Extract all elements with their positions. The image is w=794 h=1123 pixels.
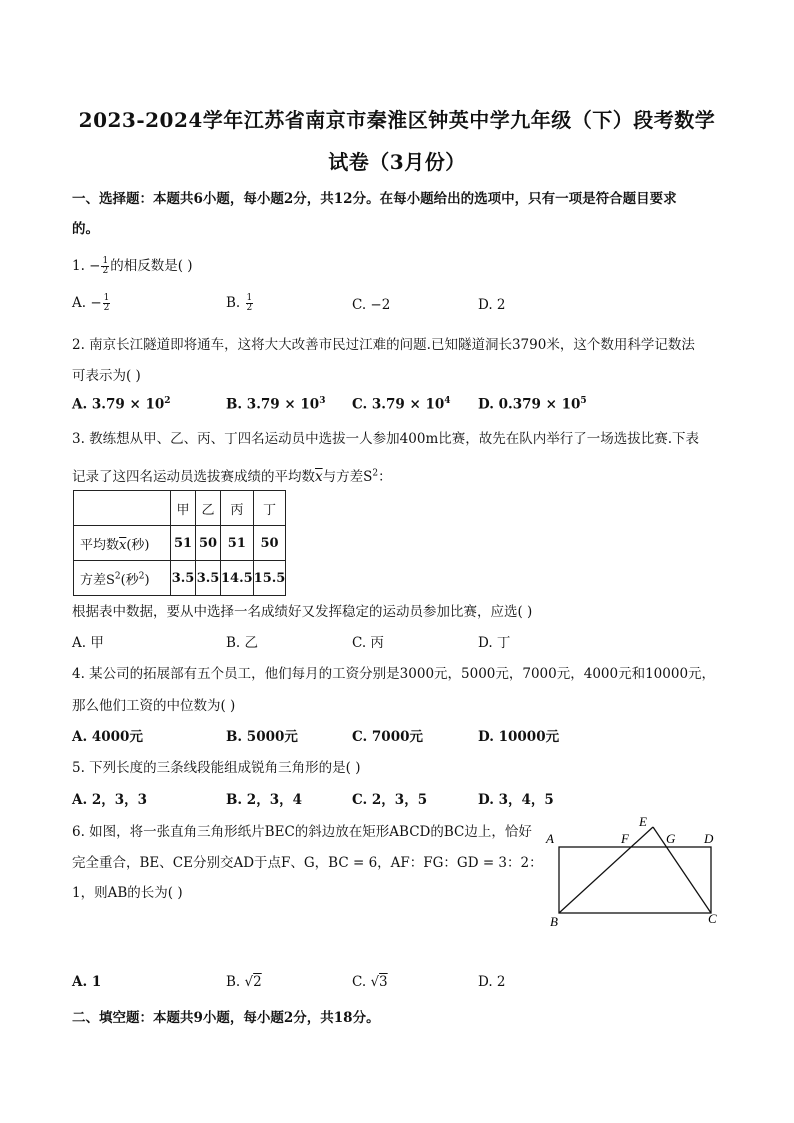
q1-option-a-num: 1	[103, 293, 110, 303]
variance-label-a: 方差S	[80, 572, 115, 588]
q4-option-b[interactable]: B. 5000元	[226, 729, 298, 745]
table-cell: 14.5	[221, 561, 254, 596]
q6-option-b-radicand: 2	[253, 974, 262, 990]
q1-option-a-den: 2	[103, 303, 110, 313]
q3-line2-exp: 2	[372, 468, 379, 479]
q6-option-c[interactable]	[352, 974, 388, 990]
table-header-bing: 丙	[221, 491, 254, 526]
q3-option-c[interactable]: C. 丙	[352, 635, 384, 651]
q3-line2-a: 记录了这四名运动员选拔赛成绩的平均数	[72, 469, 315, 485]
q4-stem-line2: 那么他们工资的中位数为( )	[72, 698, 236, 714]
q6-option-a[interactable]: A. 1	[72, 974, 102, 990]
q2-option-c[interactable]	[352, 396, 451, 413]
q3-option-a[interactable]: A. 甲	[72, 635, 104, 651]
table-cell: 51	[171, 526, 196, 561]
q2-option-b-exp: 3	[319, 396, 326, 406]
q2-option-d-base: D. 0.379 × 10	[478, 396, 581, 413]
section1-heading-line2: 的。	[72, 221, 99, 237]
mean-label-xbar: $\overline{x}$	[119, 537, 127, 553]
label-c: C	[708, 911, 717, 926]
q6-option-b-label: B.	[226, 974, 245, 990]
table-header-ding: 丁	[253, 491, 286, 526]
q3-data-table	[73, 490, 286, 596]
label-b: B	[550, 914, 558, 929]
variance-label-c: )	[144, 572, 150, 588]
q5-option-c[interactable]: C. 2，3，5	[352, 792, 428, 808]
q1-prefix: 1. −	[72, 258, 101, 274]
q3-option-d[interactable]: D. 丁	[478, 635, 511, 651]
variance-label-b: (秒	[120, 572, 139, 588]
sqrt-icon: √	[244, 974, 254, 990]
q2-option-b-base: B. 3.79 × 10	[226, 396, 320, 413]
q2-stem-line1: 2. 南京长江隧道即将通车，这将大大改善市民过江难的问题.已知隧道洞长3790米，这个数用科学记数法	[72, 337, 695, 353]
q5-option-d[interactable]: D. 3，4，5	[478, 792, 554, 808]
segment-be	[559, 827, 653, 913]
q1-option-a-frac	[103, 294, 111, 313]
q4-option-a[interactable]: A. 4000元	[72, 729, 143, 745]
q1-option-a-label: A. −	[72, 295, 102, 311]
q1-stem	[72, 254, 193, 276]
table-header-jia: 甲	[171, 491, 196, 526]
q5-option-b[interactable]: B. 2，3，4	[226, 792, 302, 808]
q1-option-c[interactable]: C. −2	[352, 297, 391, 313]
q3-option-b[interactable]: B. 乙	[226, 635, 259, 651]
q5-stem: 5. 下列长度的三条线段能组成锐角三角形的是( )	[72, 760, 361, 776]
q4-stem-line1: 4. 某公司的拓展部有五个员工，他们每月的工资分别是3000元，5000元，7000元，4000元和10000元，	[72, 666, 716, 682]
q2-option-a-base: A. 3.79 × 10	[72, 396, 165, 413]
label-g: G	[666, 831, 676, 846]
table-header-yi: 乙	[196, 491, 221, 526]
q6-option-d[interactable]: D. 2	[478, 974, 506, 990]
q1-suffix: 的相反数是( )	[110, 258, 193, 274]
q6-geometry-figure	[540, 812, 730, 932]
table-cell: 15.5	[253, 561, 286, 596]
exam-title-line2: 试卷（3月份）	[328, 150, 466, 174]
q6-stem-line3: 1，则AB的长为( )	[72, 885, 183, 901]
table-cell: 51	[221, 526, 254, 561]
table-cell: 50	[196, 526, 221, 561]
table-cell: 3.5	[196, 561, 221, 596]
q3-stem-line1: 3. 教练想从甲、乙、丙、丁四名运动员中选拔一人参加400m比赛，故先在队内举行了一场选拔比赛.下表	[72, 431, 700, 447]
table-row	[74, 561, 286, 596]
q5-option-a[interactable]: A. 2，3，3	[72, 792, 148, 808]
mean-label-b: (秒)	[126, 537, 150, 553]
q3-line2-c: ：	[378, 469, 392, 485]
q4-option-d[interactable]: D. 10000元	[478, 729, 560, 745]
table-row-label-variance	[74, 561, 171, 596]
section2-heading: 二、填空题：本题共9小题，每小题2分，共18分。	[72, 1010, 380, 1026]
q6-option-c-radicand: 3	[379, 974, 388, 990]
q1-frac-num: 1	[102, 256, 109, 266]
q6-option-b[interactable]	[226, 974, 262, 990]
table-cell: 3.5	[171, 561, 196, 596]
exam-title-line1: 2023-2024学年江苏省南京市秦淮区钟英中学九年级（下）段考数学	[78, 108, 716, 132]
q3-stem-line3: 根据表中数据，要从中选择一名成绩好又发挥稳定的运动员参加比赛，应选( )	[72, 604, 533, 620]
q1-option-b-frac	[246, 294, 254, 313]
q6-stem-line1: 6. 如图，将一张直角三角形纸片BEC的斜边放在矩形ABCD的BC边上，恰好	[72, 824, 532, 840]
q3-line2-xbar: $\overline{x}$	[315, 469, 323, 485]
q3-stem-line2	[72, 465, 392, 485]
q1-option-b-num: 1	[246, 293, 253, 303]
segment-ec	[653, 827, 711, 913]
q2-option-d[interactable]	[478, 396, 587, 413]
label-e: E	[639, 814, 647, 829]
table-header-corner	[74, 491, 171, 526]
q2-option-c-base: C. 3.79 × 10	[352, 396, 445, 413]
table-cell: 50	[253, 526, 286, 561]
label-a: A	[546, 831, 554, 846]
q3-line2-b: 与方差S	[322, 469, 373, 485]
label-f: F	[621, 831, 629, 846]
q6-stem-line2: 完全重合，BE、CE分别交AD于点F、G，BC = 6，AF：FG：GD = 3：2：	[72, 855, 543, 871]
q6-option-c-label: C.	[352, 974, 371, 990]
sqrt-icon: √	[370, 974, 380, 990]
table-header-row	[74, 491, 286, 526]
q2-stem-line2: 可表示为( )	[72, 368, 141, 384]
table-row	[74, 526, 286, 561]
q1-option-b-den: 2	[246, 303, 253, 313]
section1-heading-line1: 一、选择题：本题共6小题，每小题2分，共12分。在每小题给出的选项中，只有一项是符合题目要求	[72, 191, 677, 207]
q1-option-b[interactable]	[226, 294, 254, 313]
variance-label-exp: 2	[114, 571, 121, 582]
q2-option-d-exp: 5	[580, 396, 587, 406]
q2-option-b[interactable]	[226, 396, 325, 413]
q2-option-c-exp: 4	[444, 396, 451, 406]
label-d: D	[704, 831, 714, 846]
q2-option-a-exp: 2	[164, 396, 171, 406]
q1-fraction	[101, 257, 109, 276]
q1-frac-den: 2	[102, 266, 109, 276]
q2-option-a[interactable]	[72, 396, 171, 413]
q1-option-a[interactable]	[72, 294, 111, 313]
q1-option-b-label: B.	[226, 295, 245, 311]
q4-option-c[interactable]: C. 7000元	[352, 729, 423, 745]
mean-label-a: 平均数	[80, 537, 120, 553]
variance-label-exp2: 2	[138, 571, 145, 582]
table-row-label-mean	[74, 526, 171, 561]
q1-option-d[interactable]: D. 2	[478, 297, 506, 313]
